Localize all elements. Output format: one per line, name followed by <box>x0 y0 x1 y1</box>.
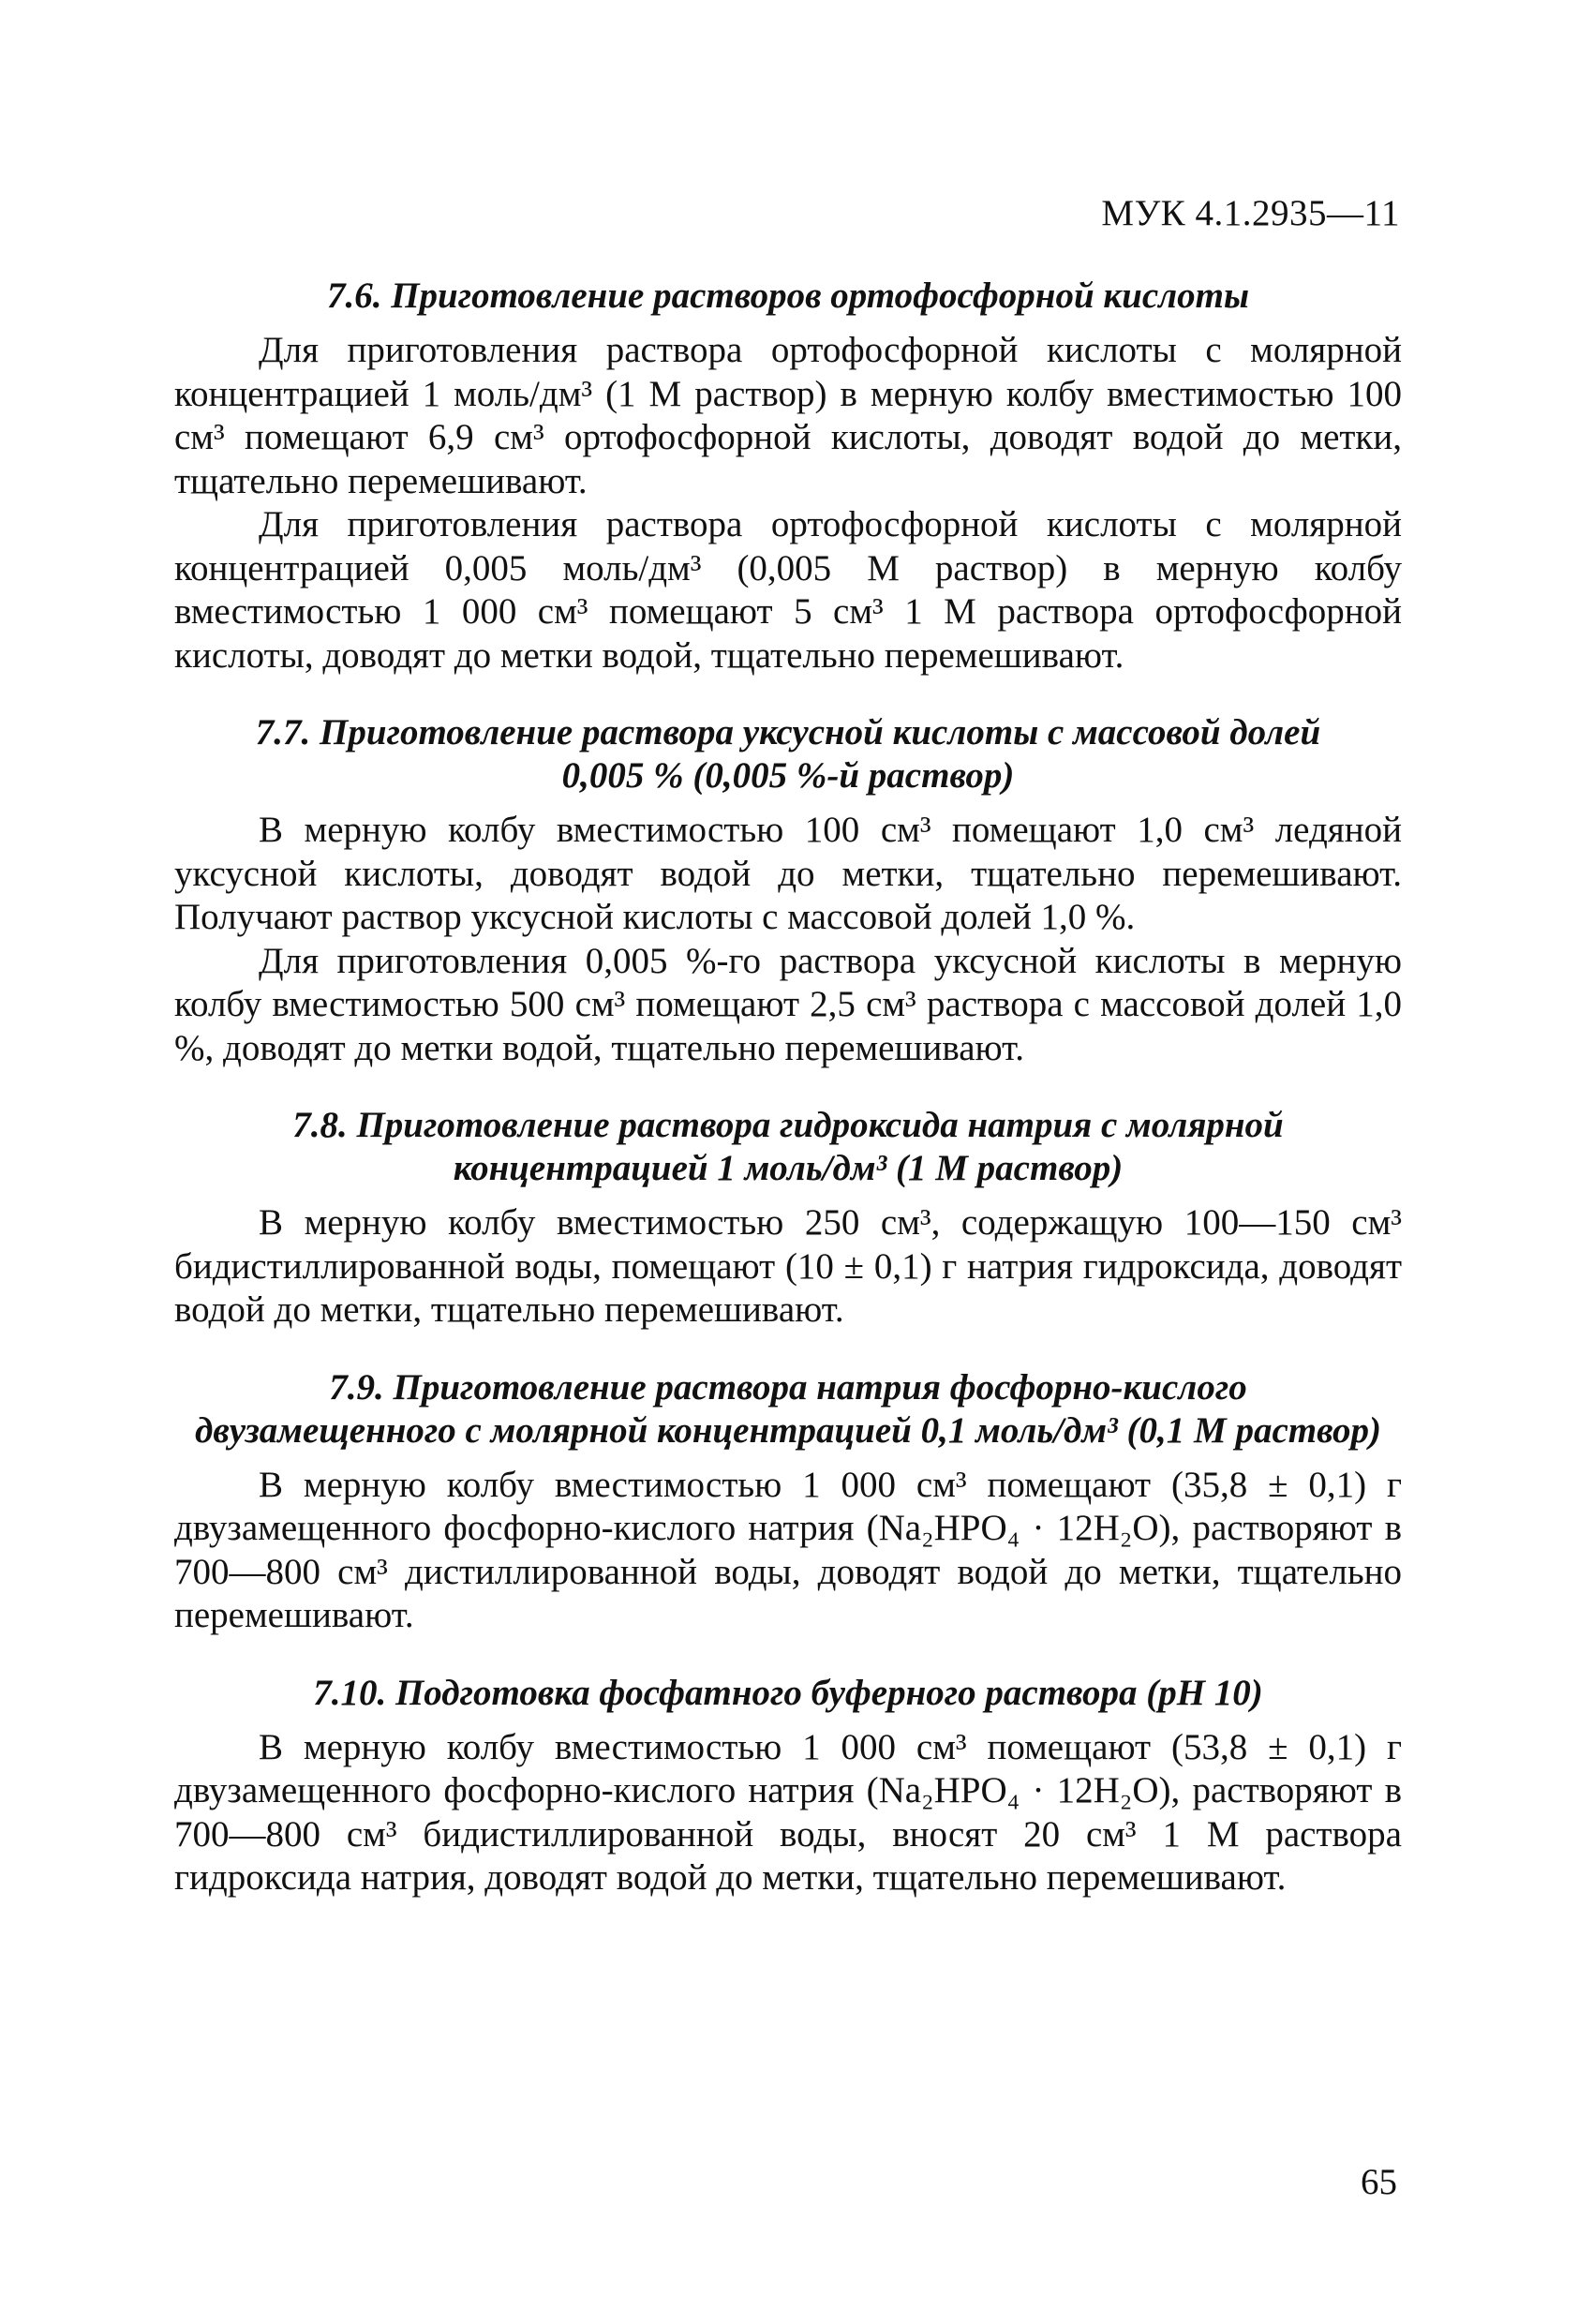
paragraph: В мерную колбу вместимостью 1 000 см³ помещают (35,8 ± 0,1) г двузамещенного фосфорно-кислого натрия (Na₂HPO₄ · 12H₂O), растворяют в 700—800 см³ дистиллированной воды, доводят водой до метки, тщательно перемешивают. <box>174 1464 1402 1635</box>
section-7-10 <box>174 1672 1402 1900</box>
section-heading: 7.10. Подготовка фосфатного буферного раствора (pH 10) <box>313 1672 1263 1713</box>
paragraph: В мерную колбу вместимостью 100 см³ помещают 1,0 см³ ледяной уксусной кислоты, доводят водой до метки, тщательно перемешивают. Получают раствор уксусной кислоты с массовой долей 1,0 %. <box>174 810 1402 937</box>
paragraph: В мерную колбу вместимостью 1 000 см³ помещают (53,8 ± 0,1) г двузамещенного фосфорно-кислого натрия (Na₂HPO₄ · 12H₂O), растворяют в 700—800 см³ бидистиллированной воды, вносят 20 см³ 1 М раствора гидроксида натрия, доводят водой до метки, тщательно перемешивают. <box>174 1726 1402 1898</box>
page-content <box>174 275 1402 1934</box>
section-7-7 <box>174 711 1402 1070</box>
section-7-8 <box>174 1104 1402 1333</box>
section-heading: 7.9. Приготовление раствора натрия фосфорно-кислого <box>329 1366 1247 1408</box>
paragraph: Для приготовления раствора ортофосфорной кислоты с молярной концентрацией 1 моль/дм³ (1 М раствор) в мерную колбу вместимостью 100 см³ помещают 6,9 см³ ортофосфорной кислоты, доводят водой до метки, тщательно перемешивают. <box>174 330 1402 501</box>
paragraph: Для приготовления 0,005 %-го раствора уксусной кислоты в мерную колбу вместимостью 500 см³ помещают 2,5 см³ раствора с массовой долей 1,0 %, доводят до метки водой, тщательно перемешивают. <box>174 940 1402 1068</box>
section-heading-line-2: концентрацией 1 моль/дм³ (1 М раствор) <box>453 1148 1124 1188</box>
section-heading: 7.7. Приготовление раствора уксусной кислоты с массовой долей <box>255 712 1321 752</box>
page-number: 65 <box>1361 2162 1397 2202</box>
section-7-9 <box>174 1366 1402 1638</box>
section-heading: 7.8. Приготовление раствора гидроксида натрия с молярной <box>292 1105 1284 1145</box>
document-code-header: МУК 4.1.2935—11 <box>1101 193 1400 233</box>
section-7-6 <box>174 275 1402 678</box>
section-heading-line-2: двузамещенного с молярной концентрацией 0,1 моль/дм³ (0,1 М раствор) <box>195 1409 1381 1451</box>
paragraph: В мерную колбу вместимостью 250 см³, содержащую 100—150 см³ бидистиллированной воды, помещают (10 ± 0,1) г натрия гидроксида, доводят водой до метки, тщательно перемешивают. <box>174 1202 1402 1330</box>
section-heading-line-2: 0,005 % (0,005 %-й раствор) <box>561 755 1015 796</box>
paragraph: Для приготовления раствора ортофосфорной кислоты с молярной концентрацией 0,005 моль/дм³ (0,005 М раствор) в мерную колбу вместимостью 1 000 см³ помещают 5 см³ 1 М раствора ортофосфорной кислоты, доводят до метки водой, тщательно перемешивают. <box>174 504 1402 676</box>
section-heading: 7.6. Приготовление растворов ортофосфорной кислоты <box>326 276 1250 316</box>
